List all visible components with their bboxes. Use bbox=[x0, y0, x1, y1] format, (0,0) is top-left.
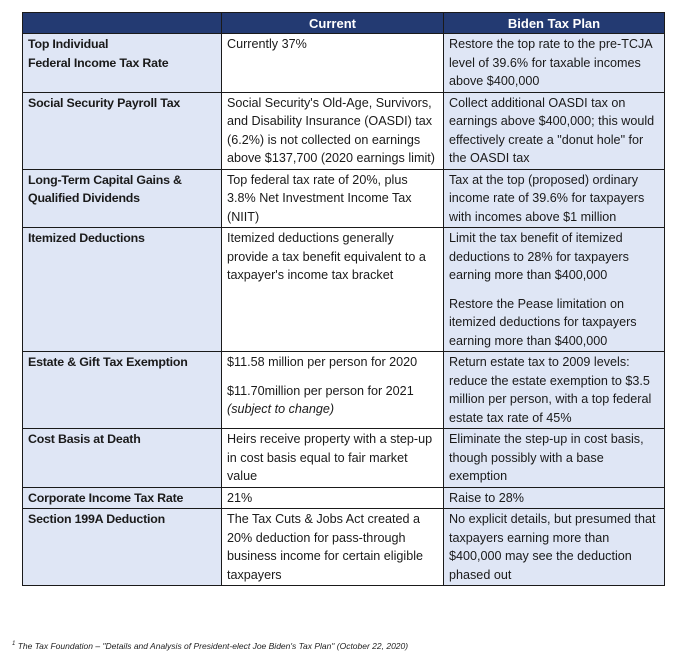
cell-text: Currently 37% bbox=[227, 37, 307, 51]
label-line: Top Individual bbox=[28, 37, 109, 51]
plan-cell bbox=[444, 487, 665, 509]
row-label bbox=[23, 352, 222, 429]
cell-text bbox=[227, 382, 438, 419]
table-row bbox=[23, 169, 665, 228]
current-cell bbox=[222, 92, 444, 169]
header-blank bbox=[23, 13, 222, 34]
label-line: Estate & Gift Tax Exemption bbox=[28, 355, 188, 369]
plan-cell bbox=[444, 34, 665, 93]
table-row bbox=[23, 487, 665, 509]
cell-text-main: $11.70million per person for 2021 bbox=[227, 383, 414, 398]
table-row bbox=[23, 429, 665, 488]
cell-text: Restore the Pease limitation on itemized deductions for taxpayers earning more than $400,000 bbox=[449, 296, 637, 348]
label-line: Itemized Deductions bbox=[28, 231, 145, 245]
cell-text: Return estate tax to 2009 levels: reduce the estate exemption to $3.5 million per person, with a top federal estate tax rate of 45% bbox=[449, 355, 652, 425]
current-cell bbox=[222, 228, 444, 352]
row-label bbox=[23, 228, 222, 352]
footnote-text: The Tax Foundation – "Details and Analysis of President-elect Joe Biden's Tax Plan" (October 22, 2020) bbox=[17, 641, 409, 651]
label-line: Cost Basis at Death bbox=[28, 432, 141, 446]
row-label bbox=[23, 429, 222, 488]
cell-text: Heirs receive property with a step-up in cost basis equal to fair market value bbox=[227, 432, 433, 483]
cell-text: Eliminate the step-up in cost basis, though possibly with a base exemption bbox=[449, 432, 644, 483]
label-line: Qualified Dividends bbox=[28, 191, 140, 205]
cell-text: $11.58 million per person for 2020 bbox=[227, 355, 418, 369]
footnote-marker: 1 bbox=[12, 641, 16, 648]
label-line: Corporate Income Tax Rate bbox=[28, 490, 184, 505]
row-label bbox=[23, 487, 222, 509]
current-cell bbox=[222, 352, 444, 429]
current-cell bbox=[222, 509, 444, 586]
current-cell bbox=[222, 34, 444, 93]
cell-note: (subject to change) bbox=[227, 402, 335, 416]
table-row bbox=[23, 34, 665, 93]
header-current: Current bbox=[222, 13, 444, 34]
plan-cell bbox=[444, 169, 665, 228]
table-row bbox=[23, 509, 665, 586]
cell-text: Itemized deductions generally provide a tax benefit equivalent to a taxpayer's income tax bracket bbox=[227, 231, 426, 282]
label-line: Social Security Payroll Tax bbox=[28, 95, 181, 110]
cell-text: Top federal tax rate of 20%, plus 3.8% Net Investment Income Tax (NIIT) bbox=[227, 172, 412, 224]
cell-text: Tax at the top (proposed) ordinary income rate of 39.6% for taxpayers with incomes above $1 million bbox=[449, 172, 645, 224]
cell-text: Restore the top rate to the pre-TCJA level of 39.6% for taxable incomes above $400,000 bbox=[449, 37, 653, 88]
cell-text: The Tax Cuts & Jobs Act created a 20% deduction for pass-through business income for certain eligible taxpayers bbox=[227, 512, 424, 582]
footnote bbox=[12, 641, 408, 651]
table-row bbox=[23, 352, 665, 429]
cell-text: Limit the tax benefit of itemized deductions to 28% for taxpayers earning more than $400,000 bbox=[449, 231, 629, 282]
plan-cell bbox=[444, 228, 665, 352]
label-line: Federal Income Tax Rate bbox=[28, 55, 169, 70]
current-cell bbox=[222, 487, 444, 509]
table-row bbox=[23, 92, 665, 169]
tax-comparison-table bbox=[22, 12, 665, 586]
cell-text: No explicit details, but presumed that taxpayers earning more than $400,000 may see the deduction phased out bbox=[449, 512, 656, 582]
row-label bbox=[23, 509, 222, 586]
cell-text: Collect additional OASDI tax on earnings above $400,000; this would effectively create a "donut hole" for the OASDI tax bbox=[449, 95, 655, 165]
label-line: Long-Term Capital Gains & bbox=[28, 172, 182, 187]
plan-cell bbox=[444, 429, 665, 488]
row-label bbox=[23, 92, 222, 169]
cell-text: 21% bbox=[227, 490, 253, 505]
table-header-row bbox=[23, 13, 665, 34]
table-row bbox=[23, 228, 665, 352]
plan-cell bbox=[444, 352, 665, 429]
cell-text: Raise to 28% bbox=[449, 490, 524, 505]
current-cell bbox=[222, 169, 444, 228]
current-cell bbox=[222, 429, 444, 488]
plan-cell bbox=[444, 92, 665, 169]
header-biden-plan: Biden Tax Plan bbox=[444, 13, 665, 34]
row-label bbox=[23, 34, 222, 93]
cell-text: Social Security's Old-Age, Survivors, and Disability Insurance (OASDI) tax (6.2%) is not collected on earnings above $137,700 (2020 earnings limit) bbox=[227, 95, 435, 165]
row-label bbox=[23, 169, 222, 228]
label-line: Section 199A Deduction bbox=[28, 512, 165, 526]
plan-cell bbox=[444, 509, 665, 586]
